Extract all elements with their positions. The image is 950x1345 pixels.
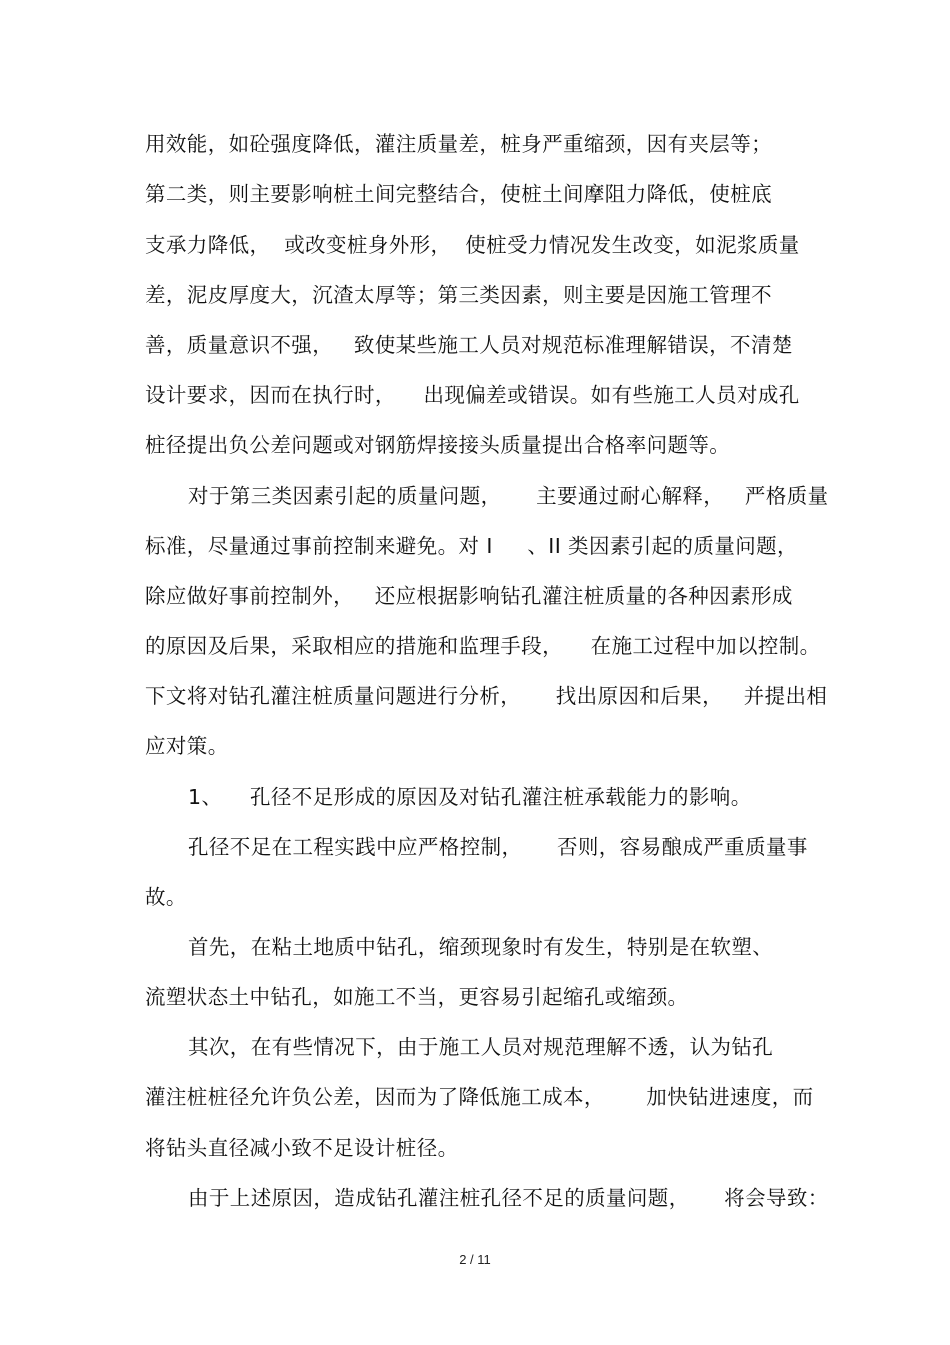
text-line: 首先，在粘土地质中钻孔，缩颈现象时有发生，特别是在软塑、 xyxy=(188,935,774,959)
text-line: 第二类，则主要影响桩土间完整结合，使桩土间摩阻力降低，使桩底 xyxy=(145,182,772,206)
text-line: 支承力降低， 或改变桩身外形， 使桩受力情况发生改变，如泥浆质量 xyxy=(145,233,800,257)
text-line: 流塑状态土中钻孔，如施工不当，更容易引起缩孔或缩颈。 xyxy=(145,985,689,1009)
text-line: 用效能，如砼强度降低，灌注质量差，桩身严重缩颈，因有夹层等； xyxy=(145,132,772,156)
text-line: 故。 xyxy=(145,885,187,909)
text-line: 差，泥皮厚度大，沉渣太厚等；第三类因素，则主要是因施工管理不 xyxy=(145,283,772,307)
section-heading: 1、 孔径不足形成的原因及对钻孔灌注桩承载能力的影响。 xyxy=(188,785,752,809)
page-number: 2 / 11 xyxy=(459,1252,491,1267)
text-line: 下文将对钻孔灌注桩质量问题进行分析， 找出原因和后果， 并提出相 xyxy=(145,684,828,708)
text-line: 设计要求，因而在执行时， 出现偏差或错误。如有些施工人员对成孔 xyxy=(145,383,800,407)
text-line: 灌注桩桩径允许负公差，因而为了降低施工成本， 加快钻进速度，而 xyxy=(145,1085,814,1109)
text-line: 孔径不足在工程实践中应严格控制， 否则，容易酿成严重质量事 xyxy=(188,835,808,859)
text-line: 对于第三类因素引起的质量问题， 主要通过耐心解释， 严格质量 xyxy=(188,484,829,508)
text-line: 标准，尽量通过事前控制来避免。对 I 、II 类因素引起的质量问题， xyxy=(145,534,798,558)
text-line: 由于上述原因，造成钻孔灌注桩孔径不足的质量问题， 将会导致： xyxy=(188,1186,829,1210)
text-line: 除应做好事前控制外， 还应根据影响钻孔灌注桩质量的各种因素形成 xyxy=(145,584,793,608)
text-line: 将钻头直径减小致不足设计桩径。 xyxy=(145,1136,459,1160)
text-line: 的原因及后果，采取相应的措施和监理手段， 在施工过程中加以控制。 xyxy=(145,634,821,658)
text-line: 桩径提出负公差问题或对钢筋焊接接头质量提出合格率问题等。 xyxy=(145,433,731,457)
text-line: 善，质量意识不强， 致使某些施工人员对规范标准理解错误，不清楚 xyxy=(145,333,793,357)
text-line: 应对策。 xyxy=(145,734,229,758)
text-line: 其次，在有些情况下，由于施工人员对规范理解不透，认为钻孔 xyxy=(188,1035,774,1059)
